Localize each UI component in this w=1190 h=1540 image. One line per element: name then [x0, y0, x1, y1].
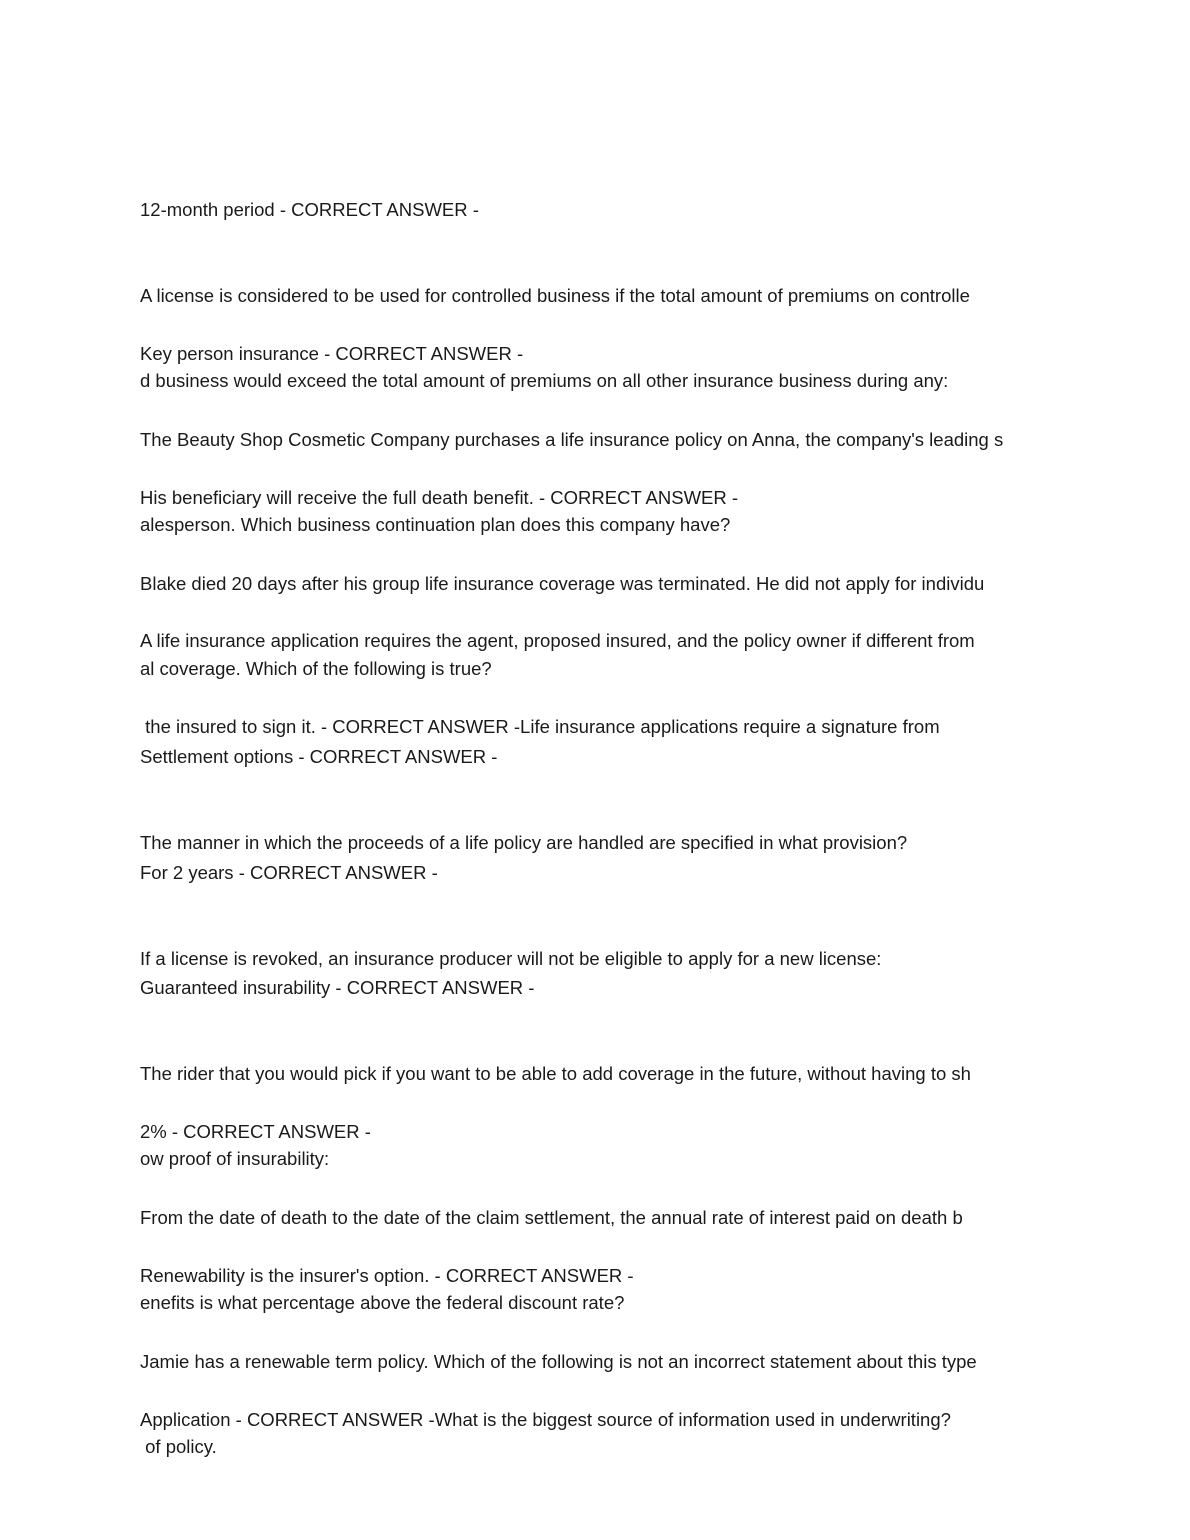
question-line: of policy. — [140, 1436, 217, 1457]
question-line: From the date of death to the date of the claim settlement, the annual rate of interest paid on death b — [140, 1206, 963, 1228]
answer-line: His beneficiary will receive the full death benefit. - CORRECT ANSWER - — [140, 487, 739, 508]
answer-line: 2% - CORRECT ANSWER - — [140, 1121, 371, 1142]
question-line: enefits is what percentage above the federal discount rate? — [140, 1292, 625, 1313]
question-line: ow proof of insurability: — [140, 1148, 330, 1169]
answer-line: Settlement options - CORRECT ANSWER - — [140, 746, 498, 767]
answer-line: A life insurance application requires the agent, proposed insured, and the policy owner if different from — [140, 630, 975, 651]
question-line: the insured to sign it. - CORRECT ANSWER -Life insurance applications require a signature from — [140, 715, 940, 737]
qa-entry — [140, 1349, 1055, 1492]
question-line: The rider that you would pick if you want to be able to add coverage in the future, without having to sh — [140, 1062, 971, 1084]
question-line: Blake died 20 days after his group life insurance coverage was terminated. He did not apply for individu — [140, 572, 985, 594]
question-line: The Beauty Shop Cosmetic Company purchases a life insurance policy on Anna, the company's leading s — [140, 428, 1004, 450]
question-line: alesperson. Which business continuation plan does this company have? — [140, 514, 731, 535]
answer-line: For 2 years - CORRECT ANSWER - — [140, 862, 438, 883]
question-line: Jamie has a renewable term policy. Which of the following is not an incorrect statement about this type — [140, 1350, 977, 1372]
question-line: If a license is revoked, an insurance producer will not be eligible to apply for a new license: — [140, 947, 882, 969]
answer-line: Application - CORRECT ANSWER -What is the biggest source of information used in underwriting? — [140, 1409, 951, 1430]
answer-line: 12-month period - CORRECT ANSWER - — [140, 199, 479, 220]
question-line: The manner in which the proceeds of a life policy are handled are specified in what provision? — [140, 831, 908, 853]
answer-line: Key person insurance - CORRECT ANSWER - — [140, 343, 524, 364]
question-line: A license is considered to be used for controlled business if the total amount of premiums on controlle — [140, 284, 970, 306]
question-line: al coverage. Which of the following is true? — [140, 658, 492, 679]
answer-line: Guaranteed insurability - CORRECT ANSWER - — [140, 977, 535, 998]
answer-line: Renewability is the insurer's option. - CORRECT ANSWER - — [140, 1265, 634, 1286]
question-line: d business would exceed the total amount of premiums on all other insurance business during any: — [140, 370, 949, 391]
